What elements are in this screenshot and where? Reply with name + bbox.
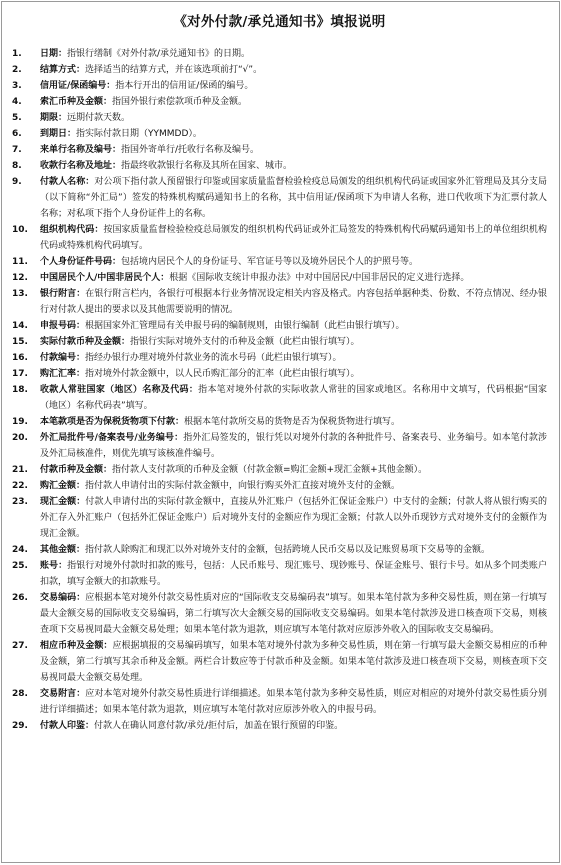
document-page	[1, 1, 560, 863]
item-term: 现汇金额：	[40, 497, 86, 507]
item-body	[40, 686, 547, 718]
item-body	[40, 494, 547, 542]
item-number: 11.	[12, 257, 28, 267]
item-text: 付款人在确认同意付款/承兑/拒付后，加盖在银行预留的印鉴。	[94, 721, 344, 731]
instruction-item	[12, 478, 547, 494]
instruction-item	[12, 590, 547, 638]
item-body	[40, 414, 547, 430]
item-term: 交易附言：	[40, 689, 86, 699]
item-number: 28.	[12, 689, 28, 699]
instruction-item	[12, 350, 547, 366]
item-term: 收款人常驻国家（地区）名称及代码：	[40, 385, 199, 395]
item-text: 应根据本笔对境外付款交易性质对应的“国际收支交易编码表”填写。如果本笔付款为多种交易性质，则在第一行填写最大金额交易的国际收支交易编码，第二行填写次大金额交易的国际收支交易编码。如果本笔付款涉及进口核查项下交易，则核查项下交易视同最大金额交易处理；如果本笔付款为退款，则应填写本笔付款对应原涉外收入的国际收支交易编码。	[40, 593, 547, 635]
item-number: 12.	[12, 273, 28, 283]
item-body	[40, 110, 547, 126]
item-body	[40, 430, 547, 462]
instruction-item	[12, 638, 547, 686]
instruction-item	[12, 142, 547, 158]
instruction-item	[12, 270, 547, 286]
item-text: 指银行实际对境外支付的币种及金额（此栏由银行填写）。	[130, 337, 360, 347]
item-number: 21.	[12, 465, 28, 475]
item-number: 26.	[12, 593, 28, 603]
item-number: 6.	[12, 129, 22, 139]
item-text: 指银行对境外付款时扣款的账号，包括：人民币账号、现汇账号、现钞账号、保证金账号、银行卡号。如从多个同类账户扣款，填写金额大的扣款账号。	[40, 561, 547, 587]
item-text: 对公项下指付款人预留银行印鉴或国家质量监督检验检疫总局颁发的组织机构代码证或国家外汇管理局及其分支局（以下简称“外汇局”）签发的特殊机构赋码通知书上的名称，其中信用证/保函项下为申请人名称，进口代收项下为汇票付款人名称；对私项下指个人身份证件上的名称。	[40, 177, 547, 219]
item-term: 到期日：	[40, 129, 77, 139]
item-number: 9.	[12, 177, 22, 187]
item-number: 18.	[12, 385, 28, 395]
item-number: 5.	[12, 113, 22, 123]
item-text: 付款人申请付出的实际付款金额中，直接从外汇账户（包括外汇保证金账户）中支付的金额；付款人将从银行购买的外汇存入外汇账户（包括外汇保证金账户）后对境外支付的金额应作为现汇金额；付款人以外币现钞方式对境外支付的金额作为现汇金额。	[40, 497, 547, 539]
instruction-item	[12, 462, 547, 478]
item-term: 银行附言：	[40, 289, 86, 299]
item-body	[40, 382, 547, 414]
item-text: 指对境外付款金额中，以人民币购汇部分的汇率（此栏由银行填写）。	[85, 369, 360, 379]
item-term: 结算方式：	[40, 65, 86, 75]
instruction-list	[12, 46, 547, 734]
item-number: 22.	[12, 481, 28, 491]
instruction-item	[12, 222, 547, 254]
item-body	[40, 590, 547, 638]
item-body	[40, 462, 547, 478]
item-term: 相应币种及金额：	[40, 641, 113, 651]
instruction-item	[12, 46, 547, 62]
item-term: 账号：	[40, 561, 68, 571]
item-number: 4.	[12, 97, 22, 107]
item-number: 19.	[12, 417, 28, 427]
item-number: 13.	[12, 289, 28, 299]
item-body	[40, 158, 547, 174]
instruction-item	[12, 254, 547, 270]
item-number: 10.	[12, 225, 28, 235]
item-text: 包括境内居民个人的身份证号、军官证号等以及境外居民个人的护照号等。	[121, 257, 419, 267]
instruction-item	[12, 94, 547, 110]
item-text: 应根据填报的交易编码填写，如果本笔对境外付款为多种交易性质，则在第一行填写最大金额交易相应的币种及金额，第二行填写其余币种及金额。两栏合计数应等于付款币种及金额。如果本笔付款涉及进口核查项下交易，则核查项下交易视同最大金额交易处理。	[40, 641, 547, 683]
item-term: 外汇局批件号/备案表号/业务编号：	[40, 433, 184, 443]
item-term: 来单行名称及编号：	[40, 145, 122, 155]
item-text: 根据《国际收支统计申报办法》中对中国居民/中国非居民的定义进行选择。	[169, 273, 470, 283]
item-number: 27.	[12, 641, 28, 651]
instruction-item	[12, 110, 547, 126]
item-text: 选择适当的结算方式，并在该选项前打“√”。	[85, 65, 263, 75]
item-number: 14.	[12, 321, 28, 331]
item-term: 索汇币种及金额：	[40, 97, 113, 107]
item-term: 付款币种及金额：	[40, 465, 113, 475]
item-body	[40, 126, 547, 142]
item-term: 付款人印鉴：	[40, 721, 95, 731]
item-term: 本笔款项是否为保税货物项下付款：	[40, 417, 185, 427]
item-term: 组织机构代码：	[40, 225, 104, 235]
item-text: 指最终收款银行名称及其所在国家、城市。	[121, 161, 293, 171]
item-body	[40, 558, 547, 590]
instruction-item	[12, 558, 547, 590]
item-number: 29.	[12, 721, 28, 731]
instruction-item	[12, 334, 547, 350]
item-body	[40, 78, 547, 94]
item-body	[40, 366, 547, 382]
instruction-item	[12, 542, 547, 558]
item-term: 付款人名称：	[40, 177, 95, 187]
item-text: 指国外寄单行/托收行名称及编号。	[121, 145, 260, 155]
item-text: 根据本笔付款所交易的货物是否为保税货物进行填写。	[184, 417, 401, 427]
item-term: 日期：	[40, 49, 68, 59]
item-term: 购汇金额：	[40, 481, 86, 491]
item-body	[40, 222, 547, 254]
item-body	[40, 286, 547, 318]
document-title: 《对外付款/承兑通知书》填报说明	[173, 14, 386, 30]
item-number: 15.	[12, 337, 28, 347]
item-body	[40, 62, 547, 78]
item-number: 7.	[12, 145, 22, 155]
item-text: 按国家质量监督检验检疫总局颁发的组织机构代码证或外汇局签发的特殊机构代码赋码通知书上的单位组织机构代码或特殊机构代码填写。	[40, 225, 547, 251]
item-number: 20.	[12, 433, 28, 443]
item-term: 购汇汇率：	[40, 369, 86, 379]
item-body	[40, 542, 547, 558]
item-text: 应对本笔对境外付款交易性质进行详细描述。如果本笔付款为多种交易性质，则应对相应的对境外付款交易性质分别进行详细描述；如果本笔付款为退款，则应填写本笔付款对应原涉外收入的申报号码。	[40, 689, 547, 715]
instruction-item	[12, 366, 547, 382]
item-number: 16.	[12, 353, 28, 363]
item-body	[40, 46, 547, 62]
instruction-item	[12, 494, 547, 542]
instruction-item	[12, 718, 547, 734]
item-body	[40, 350, 547, 366]
item-number: 25.	[12, 561, 28, 571]
instruction-item	[12, 286, 547, 318]
item-number: 1.	[12, 49, 22, 59]
item-body	[40, 318, 547, 334]
item-term: 信用证/保函编号：	[40, 81, 116, 91]
item-term: 期限：	[40, 113, 68, 123]
item-term: 付款编号：	[40, 353, 86, 363]
item-text: 指外汇局签发的，银行凭以对境外付款的各种批件号、备案表号、业务编号。如本笔付款涉及外汇局核准件，则优先填写该核准件编号。	[40, 433, 547, 459]
item-number: 24.	[12, 545, 28, 555]
item-text: 根据国家外汇管理局有关申报号码的编制规则，由银行编制（此栏由银行填写）。	[85, 321, 405, 331]
item-term: 个人身份证件号码：	[40, 257, 122, 267]
item-term: 交易编码：	[40, 593, 86, 603]
item-text: 指经办银行办理对境外付款业务的流水号码（此栏由银行填写）。	[85, 353, 342, 363]
item-text: 指本行开出的信用证/保函的编号。	[115, 81, 254, 91]
item-text: 指本笔对境外付款的实际收款人常驻的国家或地区。名称用中文填写，代码根据“国家（地区）名称代码表”填写。	[40, 385, 547, 411]
item-body	[40, 334, 547, 350]
item-body	[40, 478, 547, 494]
instruction-item	[12, 430, 547, 462]
item-text: 指银行缮制《对外付款/承兑通知书》的日期。	[67, 49, 251, 59]
item-number: 8.	[12, 161, 22, 171]
item-text: 在银行附言栏内，各银行可根据本行业务情况设定相关内容及格式。内容包括单据种类、份数、不符点情况、经办银行对付款人提出的要求以及其他需要说明的情况。	[40, 289, 547, 315]
item-body	[40, 174, 547, 222]
instruction-item	[12, 318, 547, 334]
item-body	[40, 638, 547, 686]
item-term: 申报号码：	[40, 321, 86, 331]
item-number: 23.	[12, 497, 28, 507]
instruction-item	[12, 158, 547, 174]
item-term: 中国居民个人/中国非居民个人：	[40, 273, 170, 283]
instruction-item	[12, 78, 547, 94]
item-term: 收款行名称及地址：	[40, 161, 122, 171]
item-term: 实际付款币种及金额：	[40, 337, 131, 347]
item-text: 指实际付款日期（YYMMDD）。	[76, 129, 202, 139]
instruction-item	[12, 382, 547, 414]
item-text: 指国外银行索偿款项币种及金额。	[112, 97, 248, 107]
item-body	[40, 270, 547, 286]
instruction-item	[12, 126, 547, 142]
item-body	[40, 718, 547, 734]
item-term: 其他金额：	[40, 545, 86, 555]
instruction-item	[12, 174, 547, 222]
item-number: 3.	[12, 81, 22, 91]
item-text: 远期付款天数。	[67, 113, 131, 123]
item-text: 指付款人支付款项的币种及金额（付款金额=购汇金额+现汇金额+其他金额）。	[112, 465, 428, 475]
instruction-item	[12, 686, 547, 718]
item-text: 指付款人除购汇和现汇以外对境外支付的金额，包括跨境人民币交易以及记账贸易项下交易等的金额。	[85, 545, 491, 555]
instruction-item	[12, 62, 547, 78]
instruction-item	[12, 414, 547, 430]
item-body	[40, 142, 547, 158]
item-body	[40, 94, 547, 110]
item-number: 2.	[12, 65, 22, 75]
item-text: 指付款人申请付出的实际付款金额中，向银行购买外汇直接对境外支付的金额。	[85, 481, 401, 491]
item-body	[40, 254, 547, 270]
item-number: 17.	[12, 369, 28, 379]
